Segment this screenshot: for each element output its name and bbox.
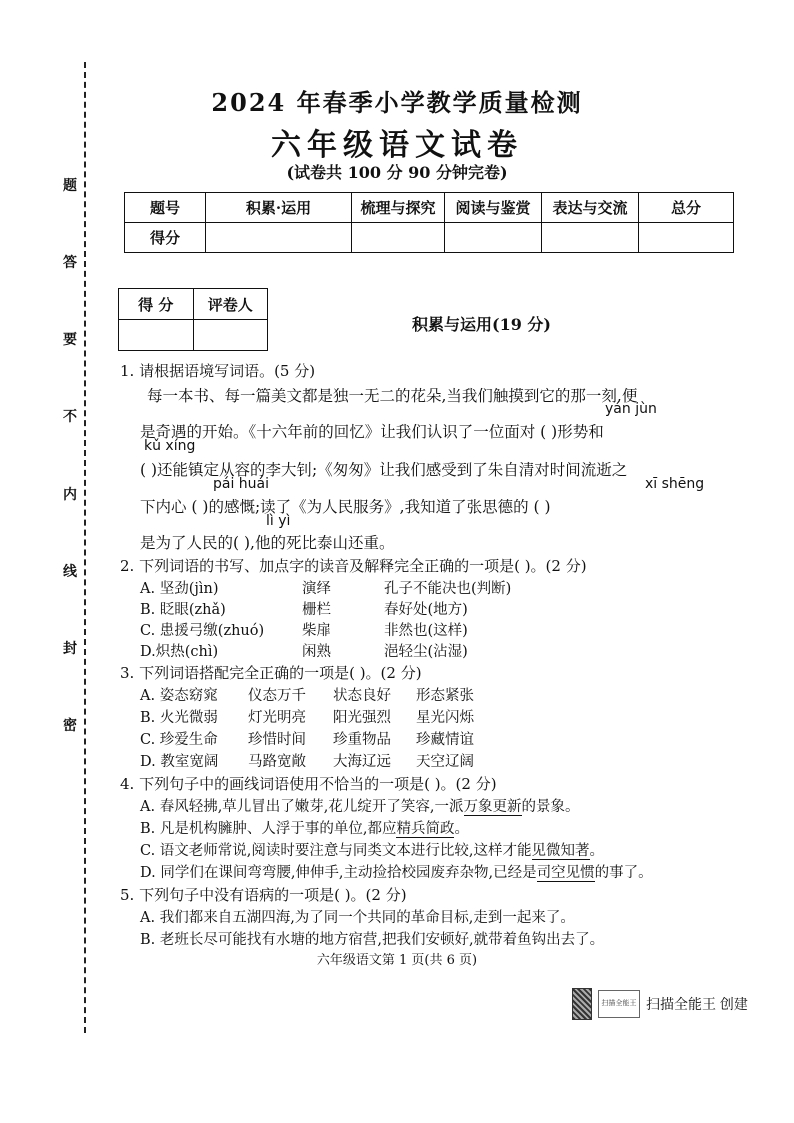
- grader-score-cell[interactable]: [119, 320, 194, 351]
- q3-option: A. 姿态窈窕: [140, 688, 218, 704]
- score-input-cell[interactable]: [639, 223, 734, 253]
- score-table: [124, 192, 734, 253]
- pinyin-hint: lì yì: [266, 513, 291, 529]
- question-1-line: 是为了人民的( ),他的死比泰山还重。: [140, 534, 395, 552]
- binding-margin-text: [60, 175, 80, 735]
- grader-score-label: 得 分: [119, 289, 194, 320]
- qr-code-icon: [572, 988, 592, 1020]
- question-1-line: 是奇遇的开始。《十六年前的回忆》让我们认识了一位面对 ( )形势和: [140, 423, 604, 441]
- margin-char: 内: [63, 486, 77, 503]
- question-1-line: 下内心 ( )的感慨;读了《为人民服务》,我知道了张思德的 ( ): [140, 498, 551, 516]
- pinyin-hint: kǔ xíng: [144, 438, 196, 454]
- q4-option-b: [140, 817, 469, 838]
- exam-subtitle: (试卷共 100 分 90 分钟完卷): [286, 163, 508, 182]
- score-input-cell[interactable]: [445, 223, 542, 253]
- q2-option: B. 眨眼(zhǎ): [140, 602, 226, 618]
- grader-name-label: 评卷人: [193, 289, 268, 320]
- q3-option-word: 天空辽阔: [416, 754, 474, 770]
- q2-option: C. 患援弓缴(zhuó): [140, 623, 265, 639]
- question-2-stem: 2. 下列词语的书写、加点字的读音及解释完全正确的一项是( )。(2 分): [120, 557, 587, 575]
- q2-option-phrase: 春好处(地方): [384, 602, 468, 618]
- q4-option-text: 的景象。: [521, 799, 580, 815]
- score-input-cell[interactable]: [206, 223, 352, 253]
- score-table-score-row: [125, 223, 734, 253]
- pinyin-hint: pái huái: [213, 476, 270, 492]
- pinyin-hint: yán jùn: [605, 401, 657, 417]
- q4-option-text: B. 凡是机构臃肿、人浮于事的单位,都应: [140, 821, 397, 837]
- margin-char: 密: [63, 717, 77, 734]
- q3-option-word: 马路宽敞: [248, 754, 306, 770]
- q3-option-word: 星光闪烁: [416, 710, 474, 726]
- q4-option-text: 。: [589, 843, 605, 859]
- underlined-phrase: 司空见惯: [536, 865, 595, 881]
- q3-option-word: 珍藏情谊: [416, 732, 474, 748]
- q2-option: D.炽热(chì): [140, 644, 219, 660]
- q3-option-word: 形态紧张: [416, 688, 474, 704]
- score-header-cell: 题号: [125, 193, 206, 223]
- question-1-stem: 1. 请根据语境写词语。(5 分): [120, 362, 316, 380]
- q3-option-word: 仪态万千: [248, 688, 306, 704]
- score-header-cell: 阅读与鉴赏: [445, 193, 542, 223]
- exam-subject-title: 六年级语文试卷: [271, 128, 523, 163]
- q2-option-phrase: 孔子不能决也(判断): [384, 581, 512, 597]
- q5-option-b: B. 老班长尽可能找有水塘的地方宿营,把我们安顿好,就带着鱼钩出去了。: [140, 932, 605, 948]
- pinyin-hint: xī shēng: [645, 476, 705, 492]
- q4-option-text: C. 语文老师常说,阅读时要注意与同类文本进行比较,这样才能: [140, 843, 532, 859]
- q4-option-a: [140, 795, 580, 816]
- underlined-phrase: 见微知著: [531, 843, 590, 859]
- margin-char: 答: [63, 255, 77, 272]
- q3-option-word: 灯光明亮: [248, 710, 306, 726]
- q3-option: D. 教室宽阔: [140, 754, 219, 770]
- q2-option-word: 栅栏: [302, 602, 331, 618]
- margin-char: 要: [63, 332, 77, 349]
- margin-char: 不: [63, 409, 77, 426]
- q2-option-word: 闲熟: [302, 644, 331, 660]
- question-1-line: 每一本书、每一篇美文都是独一无二的花朵,当我们触摸到它的那一刻,便: [147, 387, 638, 405]
- q3-option: C. 珍爱生命: [140, 732, 218, 748]
- q3-option: B. 火光微弱: [140, 710, 218, 726]
- q3-option-word: 阳光强烈: [333, 710, 391, 726]
- exam-title: 2024 年春季小学教学质量检测: [211, 88, 583, 117]
- page-footer: 六年级语文第 1 页(共 6 页): [316, 953, 478, 968]
- q3-option-word: 大海辽远: [333, 754, 391, 770]
- q2-option: A. 坚劲(jìn): [140, 581, 219, 597]
- margin-char: 题: [63, 178, 77, 194]
- q3-option-word: 珍惜时间: [248, 732, 306, 748]
- score-table-header-row: [125, 193, 734, 223]
- score-header-cell: 表达与交流: [542, 193, 639, 223]
- score-row-label: 得分: [125, 223, 206, 253]
- q4-option-text: D. 同学们在课间弯弯腰,伸伸手,主动捡拾校园废弃杂物,已经是: [140, 865, 537, 881]
- q5-option-a: A. 我们都来自五湖四海,为了同一个共同的革命目标,走到一起来了。: [140, 910, 575, 926]
- q2-option-phrase: 非然也(这样): [384, 623, 468, 639]
- grader-name-cell[interactable]: [193, 320, 268, 351]
- margin-char: 线: [63, 563, 77, 580]
- score-header-cell: 梳理与探究: [352, 193, 445, 223]
- q2-option-word: 演绎: [302, 581, 331, 597]
- score-header-cell: 积累·运用: [206, 193, 352, 223]
- score-input-cell[interactable]: [352, 223, 445, 253]
- q2-option-word: 柴扉: [302, 623, 331, 639]
- q4-option-d: [140, 861, 653, 882]
- section-heading: 积累与运用(19 分): [412, 315, 551, 334]
- q4-option-text: 的事了。: [594, 865, 653, 881]
- question-1-line: ( )还能镇定从容的李大钊;《匆匆》让我们感受到了朱自清对时间流逝之: [140, 461, 628, 479]
- scanner-stamp: [572, 988, 748, 1020]
- score-input-cell[interactable]: [542, 223, 639, 253]
- question-4-stem: 4. 下列句子中的画线词语使用不恰当的一项是( )。(2 分): [120, 775, 497, 793]
- q2-option-phrase: 浥轻尘(沾湿): [384, 644, 468, 660]
- q4-option-text: 。: [454, 821, 469, 837]
- q4-option-c: [140, 839, 604, 860]
- margin-char: 封: [63, 640, 77, 657]
- q4-option-text: A. 春风轻拂,草儿冒出了嫩芽,花儿绽开了笑容,一派: [140, 799, 464, 815]
- scanner-logo: 扫描全能王: [598, 990, 640, 1018]
- q3-option-word: 珍重物品: [333, 732, 391, 748]
- binding-dashed-line: [84, 62, 86, 1033]
- underlined-phrase: 精兵简政: [396, 821, 455, 837]
- question-5-stem: 5. 下列句子中没有语病的一项是( )。(2 分): [120, 886, 407, 904]
- scanner-stamp-label: 扫描全能王 创建: [646, 996, 748, 1012]
- question-3-stem: 3. 下列词语搭配完全正确的一项是( )。(2 分): [120, 664, 422, 682]
- underlined-phrase: 万象更新: [463, 799, 522, 815]
- score-header-cell: 总分: [639, 193, 734, 223]
- grader-table: [118, 288, 268, 351]
- q3-option-word: 状态良好: [333, 688, 391, 704]
